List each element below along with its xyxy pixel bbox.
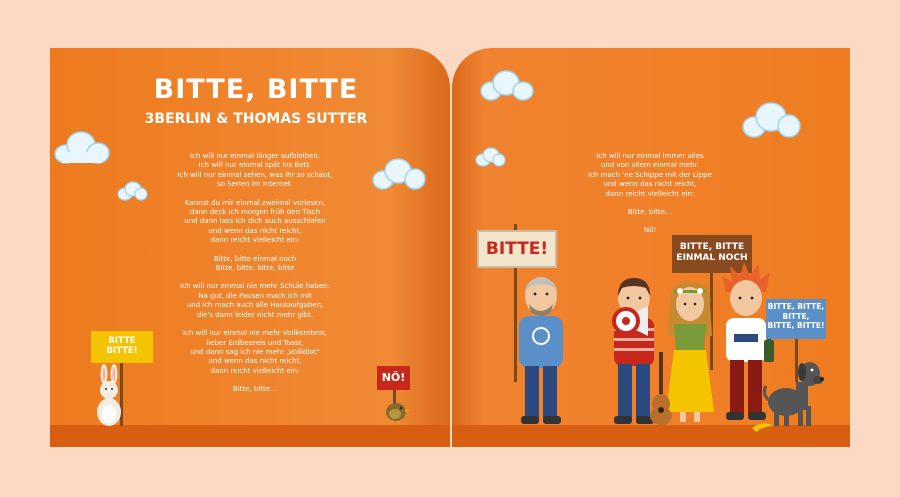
lyric-line: Nö! bbox=[643, 226, 657, 235]
stanza bbox=[140, 385, 370, 394]
stanza bbox=[560, 208, 740, 217]
dog-icon bbox=[762, 356, 828, 426]
punk-sign bbox=[766, 299, 826, 339]
cloud-icon bbox=[370, 156, 428, 192]
ground-right bbox=[452, 425, 850, 447]
lyric-line: Ich mach 'ne Schippe mit der Lippe bbox=[588, 170, 712, 179]
lyric-line: Bitte, bitte… bbox=[627, 208, 673, 217]
sign-line: BITTE! bbox=[485, 239, 549, 259]
lyric-line: die's dann leider nicht mehr gibt. bbox=[196, 310, 314, 319]
lyric-line: Ich will nur einmal spät ins Bett. bbox=[198, 161, 312, 170]
bird-icon bbox=[382, 398, 412, 424]
stanza bbox=[140, 152, 370, 190]
lyric-line: dann reicht vielleicht ein: bbox=[210, 236, 300, 245]
bunny-icon bbox=[92, 364, 128, 428]
stanza bbox=[140, 199, 370, 246]
lyric-line: dann reicht vielleicht ein: bbox=[605, 189, 695, 198]
lyric-line: und von allem einmal mehr. bbox=[600, 161, 700, 170]
bunny-sign bbox=[91, 331, 153, 363]
lyric-line: und dann sag ich nie mehr „Vollidiot" bbox=[190, 347, 320, 356]
lyric-line: Na gut, die Pausen mach ich mit bbox=[198, 291, 312, 300]
sign-line: BITTE! bbox=[106, 346, 138, 356]
banana-peel-icon bbox=[750, 420, 776, 432]
stanza bbox=[140, 255, 370, 274]
lyric-line: Kannst du mir einmal zweimal vorlesen, bbox=[184, 198, 326, 207]
page-subtitle: 3BERLIN & THOMAS SUTTER bbox=[144, 111, 368, 127]
man-figure bbox=[505, 274, 577, 426]
megaphone-icon bbox=[612, 306, 648, 336]
sign-line: EINMAL NOCH bbox=[676, 253, 748, 263]
lyric-line: und wenn das nicht reicht, bbox=[603, 180, 697, 189]
lyric-line: und wenn das nicht reicht, bbox=[208, 357, 302, 366]
cloud-icon bbox=[740, 98, 804, 140]
lyric-line: lieber Erdbeereis und Toast, bbox=[206, 338, 304, 347]
sign-line: BITTE, BITTE! bbox=[767, 321, 825, 330]
stanza bbox=[140, 282, 370, 320]
lyric-line: Ich will nur einmal nie mehr Schule haben. bbox=[180, 282, 330, 291]
lyric-line: und ich mach auch alle Hausaufgaben, bbox=[186, 301, 324, 310]
lyric-line: dann deck ich morgen früh den Tisch bbox=[189, 208, 321, 217]
guitar-icon bbox=[648, 352, 674, 426]
lyric-line: und dann lass ich dich auch ausschlafen bbox=[184, 217, 326, 226]
lyric-line: Bitte, bitte, bitte, bitte bbox=[215, 264, 295, 273]
bird-sign bbox=[377, 366, 410, 390]
lyrics-left bbox=[140, 152, 370, 404]
cloud-icon bbox=[52, 128, 112, 166]
stanza bbox=[140, 329, 370, 376]
lyric-line: Ich will nur einmal sehen, was ihr so schaut, bbox=[177, 170, 333, 179]
cloud-icon bbox=[474, 146, 506, 168]
sign-line: BITTE, BITTE, bbox=[767, 302, 825, 311]
page-title: BITTE, BITTE bbox=[153, 74, 359, 105]
lyrics-right bbox=[560, 152, 740, 245]
lyric-line: Bitte, bitte einmal noch bbox=[213, 254, 297, 263]
stanza bbox=[560, 152, 740, 199]
lyric-line: Ich will nur einmal nie mehr Vollkornbrot, bbox=[183, 329, 327, 338]
lyric-line: Bitte, bitte… bbox=[232, 385, 278, 394]
lyric-line: Ich will nur einmal immer alles bbox=[596, 152, 704, 160]
sign-line: BITTE, BITTE bbox=[679, 242, 745, 252]
lyric-line: so Serien im Internet. bbox=[217, 180, 293, 189]
ground-left bbox=[50, 425, 450, 447]
sign-line: BITTE bbox=[108, 336, 136, 346]
sign-line: BITTE, bbox=[782, 311, 810, 321]
lyric-line: und wenn das nicht reicht, bbox=[208, 226, 302, 235]
sign-line: NÖ! bbox=[381, 371, 406, 384]
lyric-line: Ich will nur einmal länger aufbleiben. bbox=[189, 152, 321, 160]
man-sign bbox=[477, 230, 557, 268]
lyric-line: dann reicht vielleicht ein: bbox=[210, 366, 300, 375]
cloud-icon bbox=[478, 69, 536, 103]
